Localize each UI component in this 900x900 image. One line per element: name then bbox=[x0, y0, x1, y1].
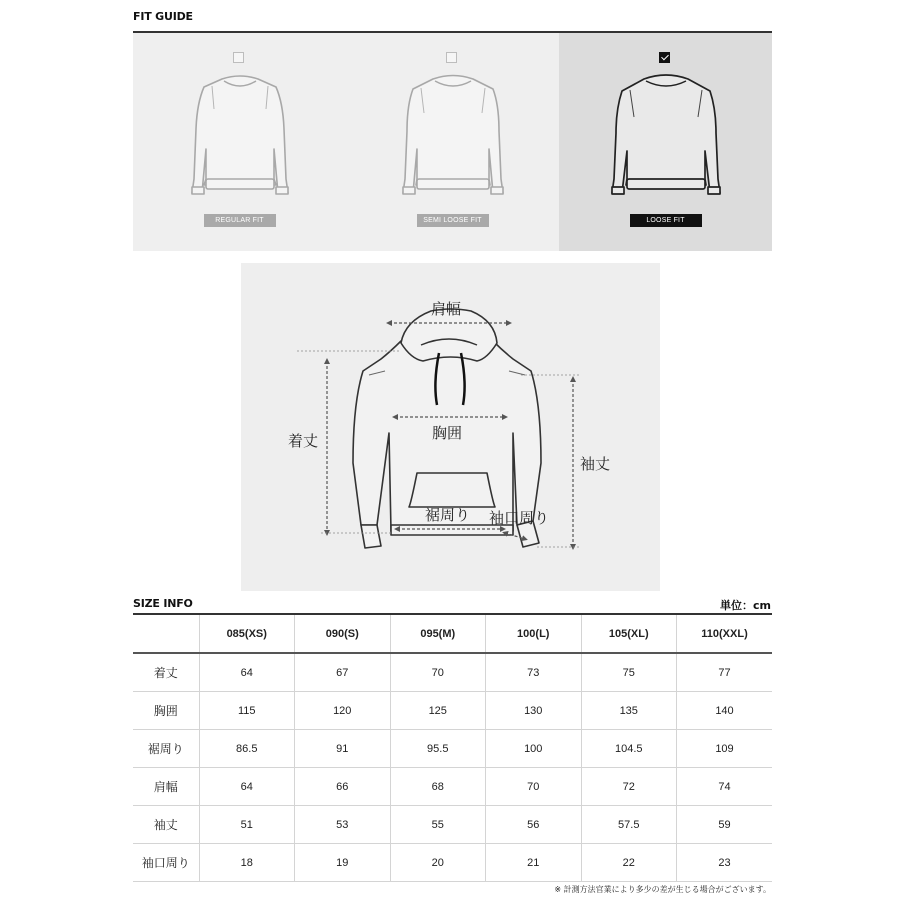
measurement-diagram bbox=[241, 263, 660, 591]
sweatshirt-loose-icon bbox=[610, 69, 722, 229]
table-cell: 72 bbox=[581, 768, 677, 806]
fit-checkbox-regular bbox=[233, 52, 244, 63]
label-sleeve-length: 袖丈 bbox=[580, 455, 611, 473]
table-row bbox=[133, 653, 772, 692]
fit-option-semi-loose bbox=[346, 33, 559, 251]
table-cell: 22 bbox=[581, 844, 677, 882]
table-row bbox=[133, 730, 772, 768]
label-hem: 裾周り bbox=[425, 506, 471, 524]
size-info-title: SIZE INFO bbox=[133, 597, 193, 610]
table-cell: 70 bbox=[390, 653, 486, 692]
table-cell: 109 bbox=[677, 730, 773, 768]
table-cell: 66 bbox=[295, 768, 391, 806]
table-row bbox=[133, 692, 772, 730]
table-cell: 18 bbox=[199, 844, 295, 882]
fit-guide bbox=[133, 31, 772, 251]
label-length: 着丈 bbox=[288, 432, 319, 450]
label-shoulder: 肩幅 bbox=[431, 300, 462, 318]
table-cell: 135 bbox=[581, 692, 677, 730]
row-label: 袖口周り bbox=[133, 844, 199, 882]
column-header: 095(M) bbox=[390, 614, 486, 653]
unit-label: 単位：cm bbox=[720, 599, 771, 612]
table-cell: 55 bbox=[390, 806, 486, 844]
table-row bbox=[133, 844, 772, 882]
column-header: 085(XS) bbox=[199, 614, 295, 653]
table-cell: 115 bbox=[199, 692, 295, 730]
table-cell: 70 bbox=[486, 768, 582, 806]
table-row bbox=[133, 768, 772, 806]
table-cell: 23 bbox=[677, 844, 773, 882]
header-corner bbox=[133, 614, 199, 653]
row-label: 裾周り bbox=[133, 730, 199, 768]
fit-label-semi-loose: SEMI LOOSE FIT bbox=[417, 214, 489, 227]
measurement-note: ※ 計測方法官業により多少の差が生じる場合がございます。 bbox=[554, 885, 771, 894]
sweatshirt-semi-loose-icon bbox=[397, 69, 509, 229]
table-cell: 104.5 bbox=[581, 730, 677, 768]
table-cell: 73 bbox=[486, 653, 582, 692]
row-label: 肩幅 bbox=[133, 768, 199, 806]
fit-option-loose bbox=[559, 33, 772, 251]
fit-option-regular bbox=[133, 33, 346, 251]
label-cuff: 袖口周り bbox=[489, 509, 550, 527]
column-header: 110(XXL) bbox=[677, 614, 773, 653]
table-cell: 68 bbox=[390, 768, 486, 806]
table-cell: 75 bbox=[581, 653, 677, 692]
table-cell: 86.5 bbox=[199, 730, 295, 768]
table-cell: 67 bbox=[295, 653, 391, 692]
table-cell: 120 bbox=[295, 692, 391, 730]
table-row bbox=[133, 806, 772, 844]
column-header: 090(S) bbox=[295, 614, 391, 653]
fit-label-loose: LOOSE FIT bbox=[630, 214, 702, 227]
fit-label-regular: REGULAR FIT bbox=[204, 214, 276, 227]
table-cell: 140 bbox=[677, 692, 773, 730]
fit-checkbox-loose-checked-icon bbox=[659, 52, 670, 63]
table-cell: 53 bbox=[295, 806, 391, 844]
sweatshirt-regular-icon bbox=[184, 69, 296, 229]
table-cell: 130 bbox=[486, 692, 582, 730]
table-cell: 125 bbox=[390, 692, 486, 730]
table-cell: 20 bbox=[390, 844, 486, 882]
table-cell: 77 bbox=[677, 653, 773, 692]
table-cell: 19 bbox=[295, 844, 391, 882]
table-cell: 74 bbox=[677, 768, 773, 806]
row-label: 胸囲 bbox=[133, 692, 199, 730]
fit-checkbox-semi-loose bbox=[446, 52, 457, 63]
table-cell: 59 bbox=[677, 806, 773, 844]
table-cell: 91 bbox=[295, 730, 391, 768]
column-header: 105(XL) bbox=[581, 614, 677, 653]
table-cell: 64 bbox=[199, 768, 295, 806]
table-cell: 56 bbox=[486, 806, 582, 844]
label-chest: 胸囲 bbox=[432, 424, 463, 442]
table-cell: 21 bbox=[486, 844, 582, 882]
table-cell: 95.5 bbox=[390, 730, 486, 768]
table-cell: 64 bbox=[199, 653, 295, 692]
size-table bbox=[133, 613, 772, 882]
table-cell: 100 bbox=[486, 730, 582, 768]
column-header: 100(L) bbox=[486, 614, 582, 653]
table-cell: 57.5 bbox=[581, 806, 677, 844]
table-cell: 51 bbox=[199, 806, 295, 844]
size-header-row bbox=[133, 614, 772, 653]
row-label: 着丈 bbox=[133, 653, 199, 692]
fit-guide-title: FIT GUIDE bbox=[133, 10, 193, 23]
row-label: 袖丈 bbox=[133, 806, 199, 844]
